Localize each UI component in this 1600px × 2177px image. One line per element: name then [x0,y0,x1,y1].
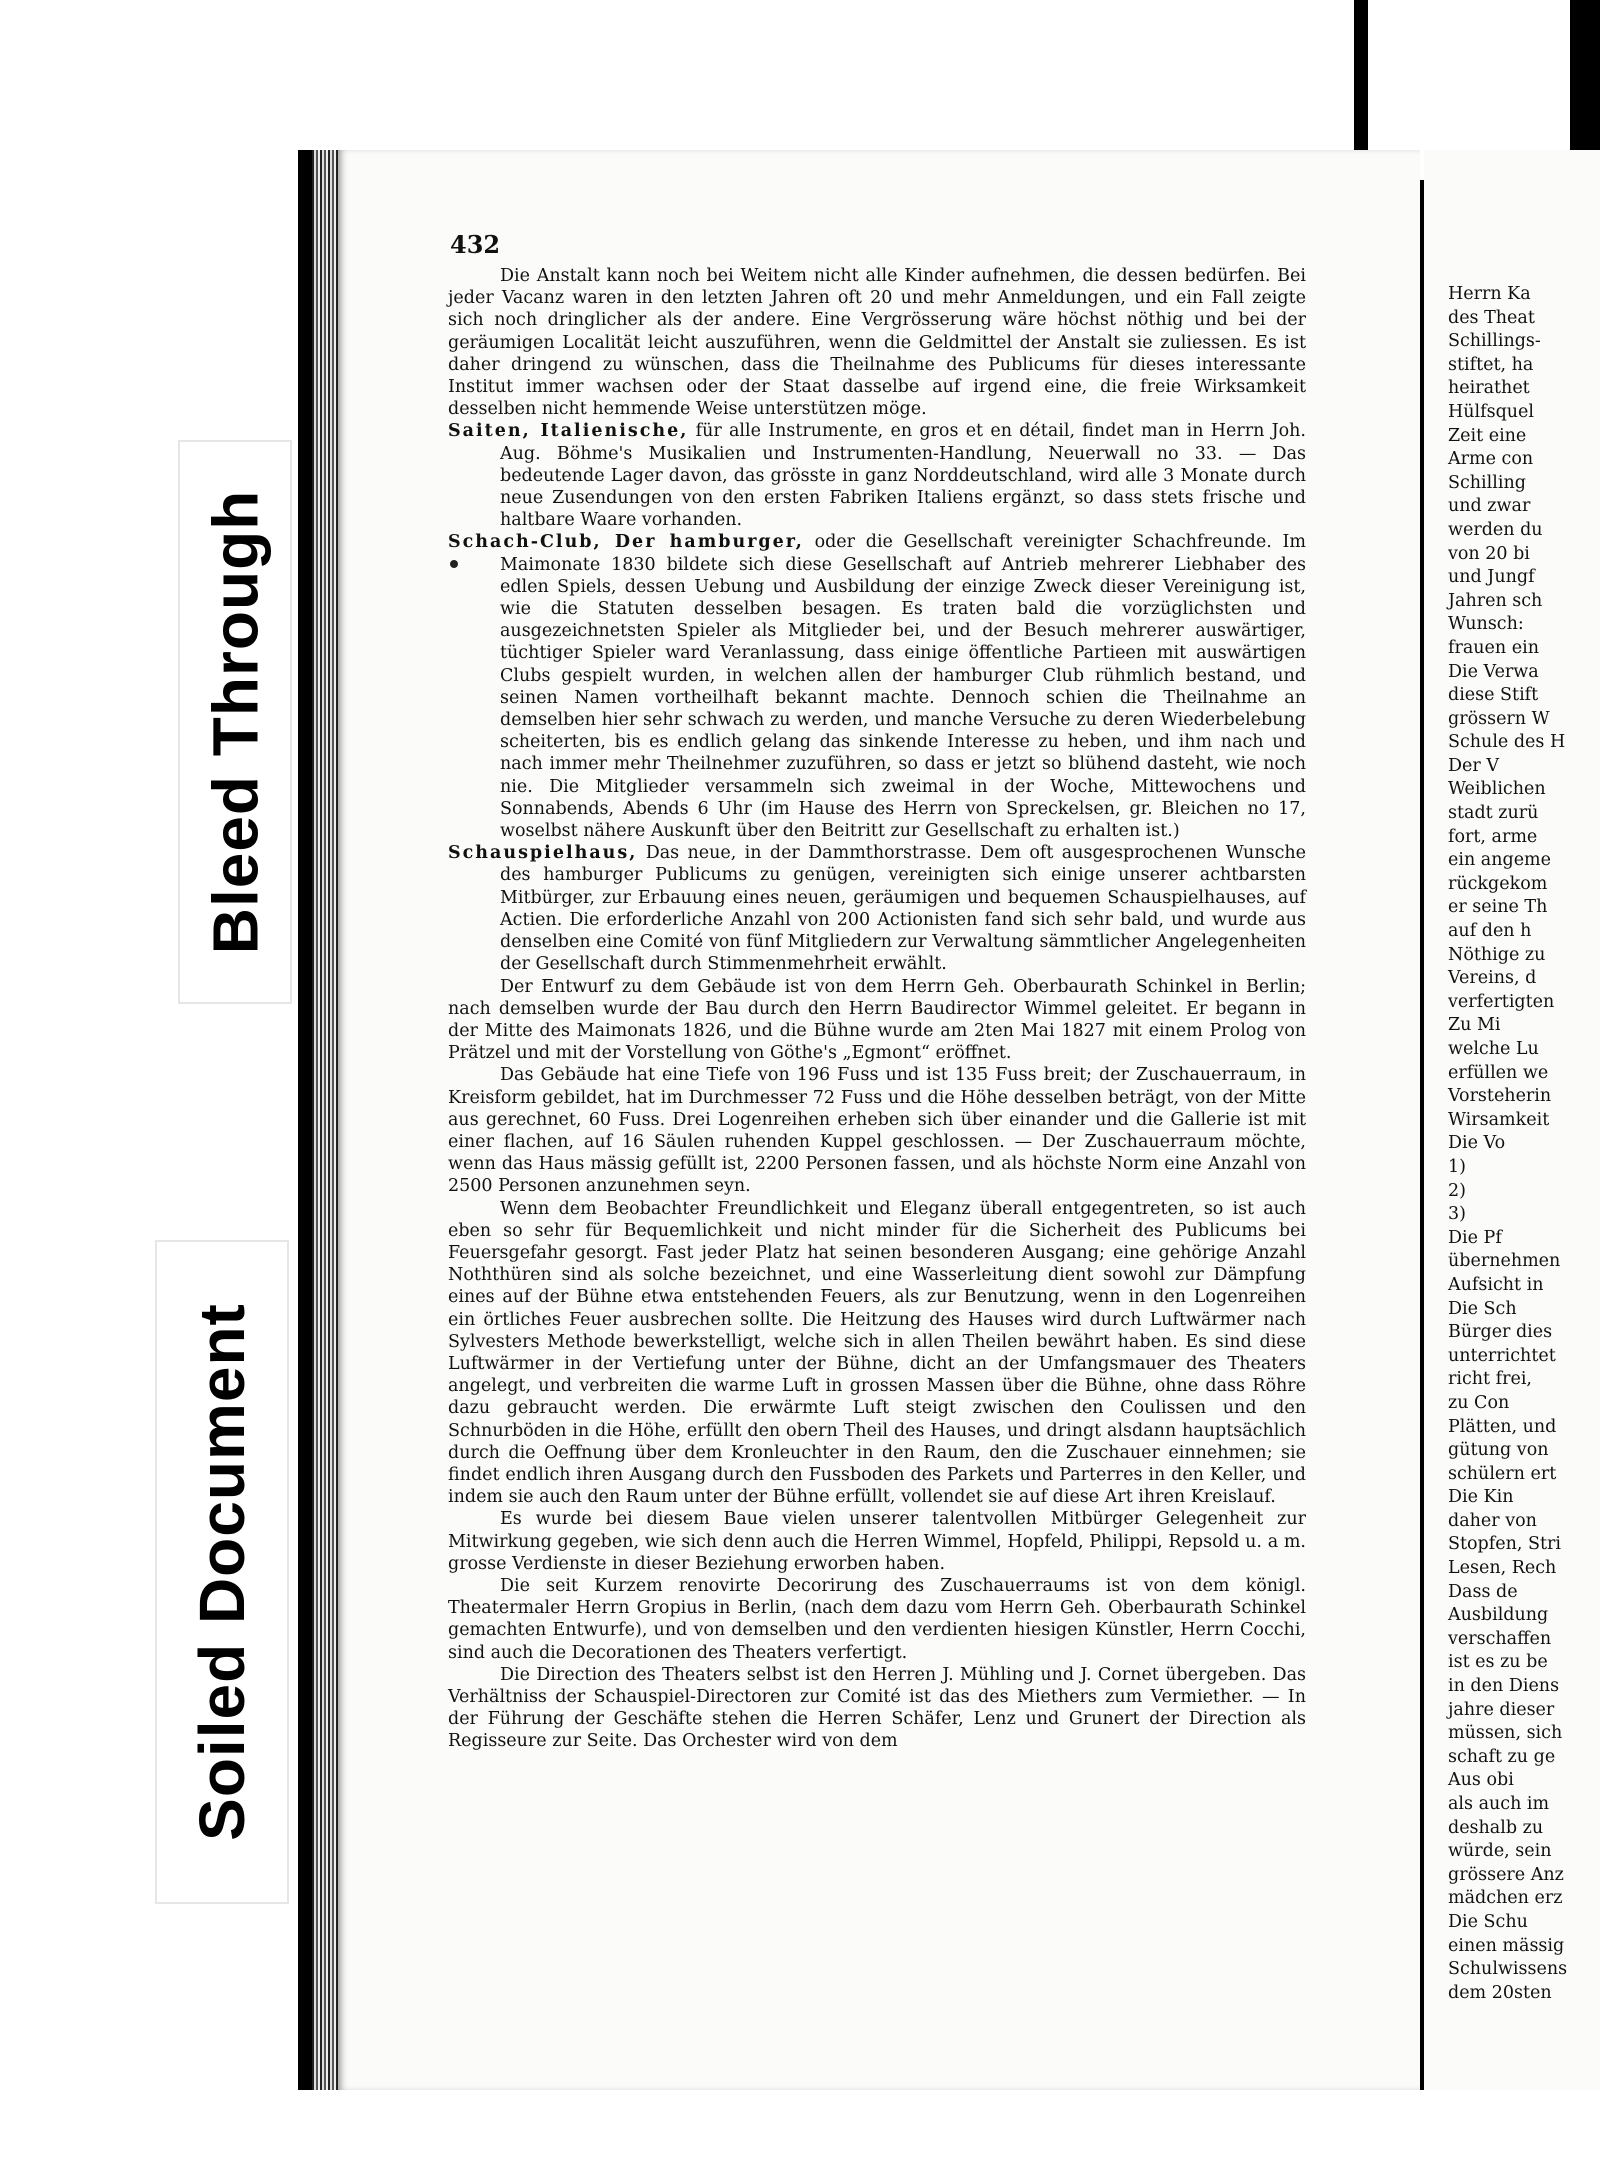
right-page-line: mädchen erz [1448,1888,1563,1909]
right-page-line: Aufsicht in [1448,1274,1544,1295]
right-page-line: fort, arme [1448,826,1538,847]
right-page-line: Die Schu [1448,1911,1528,1932]
right-page-line: Wunsch: [1448,614,1524,635]
page-number: 432 [450,230,501,259]
right-page-line: stadt zurü [1448,803,1539,824]
right-page-line: verfertigten [1448,991,1555,1012]
right-page-line: dem 20sten [1448,1982,1552,2003]
right-page-line: Schulwissens [1448,1959,1568,1980]
right-page-line: 1) [1448,1156,1466,1177]
ink-spot [450,560,458,568]
right-page-line: frauen ein [1448,637,1539,658]
right-page-line: Wirsamkeit [1448,1109,1550,1130]
right-page-line: heirathet [1448,378,1530,399]
soiled-document-label [155,1240,289,1904]
right-page-line: Ausbildung [1448,1605,1549,1626]
right-page-line: als auch im [1448,1794,1550,1814]
right-page-line: in den Diens [1448,1676,1560,1697]
right-page-line: Nöthige zu [1448,944,1546,965]
right-page-line: Lesen, Rech [1448,1558,1557,1579]
right-page-line: Schule des H [1448,732,1566,753]
right-page-line: auf den h [1448,921,1532,942]
right-page-line: schülern ert [1448,1463,1557,1484]
right-page-line: Hülfsquel [1448,401,1535,422]
right-page-line: schaft zu ge [1448,1746,1556,1767]
right-page-line: des Theat [1448,307,1535,328]
right-page-line: 3) [1448,1204,1466,1225]
right-page-line: Der V [1448,755,1499,776]
right-page-line: welche Lu [1448,1039,1539,1059]
right-page-line: Schilling [1448,472,1526,493]
paragraph [448,1508,1306,1575]
page-edge-left [312,150,338,2090]
right-page-line: Die Sch [1448,1298,1517,1319]
right-page-line: zu Con [1448,1392,1510,1413]
right-page-line: richt frei, [1448,1369,1532,1390]
paragraph [448,976,1306,1065]
right-page-line: Die Kin [1448,1487,1514,1508]
right-page-line: grössere Anz [1448,1864,1564,1885]
right-page-line: 2) [1448,1180,1466,1201]
paragraph-text: Die Direction des Theaters selbst ist den Herren J. Mühling und J. Cornet übergeben. Das Verhältniss der Schauspiel-Directoren zur Comité ist das des Miethers zum Vermiether. — In der Führung der Geschäfte stehen die Herren Schäfer, Lenz und Grunert der Direction als Regisseure zur Seite. Das Orchester wird von dem [448,1664,1306,1752]
right-page-line: er seine Th [1448,897,1548,918]
paragraph-text: Das neue, in der Dammthorstrasse. Dem oft ausgesprochenen Wunsche des hamburger Publicums zu genügen, vereinigten sich einige unserer achtbarsten Mitbürger, zur Erbauung eines neuen, geräumigen und bequemen Schauspielhauses, auf Actien. Die erforderliche Anzahl von 200 Actionisten fand sich sehr bald, und wurde aus denselben eine Comité von fünf Mitgliedern zur Verwaltung sämmtlicher Angelegenheiten der Gesellschaft durch Stimmenmehrheit erwählt. [500,843,1306,975]
right-page-line: Zu Mi [1448,1015,1501,1036]
right-page-line: unterrichtet [1448,1345,1556,1366]
paragraph-text: Wenn dem Beobachter Freundlichkeit und Eleganz überall entgegentreten, so ist auch eben so sehr für Bequemlichkeit und nicht minder für die Sicherheit des Publicums bei Feuersgefahr gesorgt. Fast jeder Platz hat seinen besonderen Ausgang; eine gehörige Anzahl Noththüren sind als solche bezeichnet, und eine Wasserleitung dient sowohl zur Dämpfung eines auf der Bühne etwa entstehenden Feuers, als zur Benutzung, wenn in den Logenreihen ein örtliches Feuer ausbrechen sollte. Die Heitzung des Hauses wird durch Luftwärmer nach Sylvesters Methode bewerkstelligt, welche sich in allen Theilen bewährt haben. Es sind diese Luftwärmer in der Vertiefung unter der Bühne, dicht an der Umfangsmauer des Theaters angelegt, und verbreiten die warme Luft in grossen Massen über die Bühne, ohne dass Röhre dazu gebraucht werden. Die erwärmte Luft steigt zwischen den Coulissen und den Schnurböden in die Höhe, erfüllt den obern Theil des Hauses, und dringt alsdann hauptsächlich durch die Oeffnung über dem Kronleuchter in den Raum, den die Zuschauer einnehmen; sie findet endlich ihren Ausgang durch den Fussboden des Parkets und Parterres in den Keller, und indem sie auch den Raum unter der Bühne erfüllt, vollendet sie auf diese Art ihren Kreislauf. [448,1198,1306,1508]
right-page-line: würde, sein [1448,1841,1552,1862]
paragraph [448,531,1306,842]
text-column [448,265,1306,1753]
right-page-line: ist es zu be [1448,1652,1548,1673]
right-page-line: müssen, sich [1448,1723,1563,1744]
right-page-line: werden du [1448,519,1543,540]
soiled-document-text: Soiled Document [186,1303,258,1841]
right-page-line: Vorsteherin [1448,1086,1552,1107]
right-page-line: Die Verwa [1448,661,1539,682]
right-page-line: Die Vo [1448,1133,1506,1154]
bleed-through-label [178,440,292,1004]
right-page-line: deshalb zu [1448,1817,1544,1838]
paragraph [448,842,1306,975]
right-page-line: einen mässig [1448,1935,1565,1956]
right-page-line: und Jungf [1448,567,1535,588]
right-page-line: und zwar [1448,496,1531,517]
entry-keyword: Schauspielhaus, [448,843,638,864]
paragraph [448,1575,1306,1664]
right-page-line: gütung von [1448,1440,1549,1461]
paragraph [448,265,1306,420]
paragraph-text: Die seit Kurzem renovirte Decorirung des Zuschauerraums ist von dem königl. Theatermaler Herrn Gropius in Berlin, (nach dem dazu vom Herrn Geh. Oberbaurath Schinkel gemachten Entwurfe), und von demselben und den verdienten hiesigen Künstler, Herrn Cocchi, sind auch die Decorationen des Theaters verfertigt. [448,1575,1306,1663]
paragraph [448,420,1306,531]
right-page-line: diese Stift [1448,685,1539,706]
paragraph [448,1064,1306,1197]
paragraph [448,1664,1306,1753]
paragraph-text: oder die Gesellschaft vereinigter Schachfreunde. Im Maimonate 1830 bildete sich diese Gesellschaft auf Antrieb mehrerer Liebhaber des edlen Spiels, dessen Uebung und Ausbildung der einzige Zweck dieser Vereinigung ist, wie die Statuten desselben besagen. Es traten bald die vorzüglichsten und ausgezeichnetsten Spieler als Mitglieder bei, und der Besuch mehrerer auswärtiger, tüchtiger Spieler ward Veranlassung, dass einige öffentliche Partieen mit auswärtigen Clubs gespielt wurden, in welchen allen der hamburger Club rühmlich bestand, und seinen Namen vortheilhaft bekannt machte. Dennoch schien die Theilnahme an demselben hier sehr schwach zu werden, und manche Versuche zu deren Wiederbelebung scheiterten, bis es endlich gelang das sinkende Interesse zu heben, und ihm nach und nach immer mehr Theilnehmer zuzuführen, so dass er jetzt so blühend dasteht, wie noch nie. Die Mitglieder versammeln sich zweimal in der Woche, Mittewochens und Sonnabends, Abends 6 Uhr (im Hause des Herrn von Spreckelsen, gr. Bleichen no 17, woselbst nähere Auskunft über den Beitritt zur Gesellschaft zu erhalten ist.) [500,532,1306,842]
right-page-line: Herrn Ka [1448,284,1531,304]
right-page-line: von 20 bi [1448,543,1530,564]
right-page-line: ein angeme [1448,850,1552,871]
top-black-strip-1 [1354,0,1368,150]
paragraph [448,1198,1306,1509]
entry-keyword: Schach-Club, Der hamburger, [448,532,804,553]
paragraph-text: Das Gebäude hat eine Tiefe von 196 Fuss und ist 135 Fuss breit; der Zuschauerraum, in Kreisform gebildet, hat im Durchmesser 72 Fuss und die Höhe desselben beträgt, von der Mitte aus gerechnet, 60 Fuss. Drei Logenreihen erheben sich über einander und die Gallerie ist mit einer flachen, auf 16 Säulen ruhenden Kuppel geschlossen. — Der Zuschauerraum möchte, wenn das Haus mässig gefüllt ist, 2200 Personen fassen, und als höchste Norm eine Anzahl von 2500 Personen anzunehmen seyn. [448,1065,1306,1197]
right-page-line: Vereins, d [1448,968,1537,989]
right-page-line: daher von [1448,1510,1537,1531]
main-page [338,150,1420,2090]
right-page-line: grössern W [1448,708,1550,729]
right-page-line: Stopfen, Stri [1448,1534,1561,1555]
paragraph-text: Die Anstalt kann noch bei Weitem nicht alle Kinder aufnehmen, die dessen bedürfen. Bei jeder Vacanz waren in den letzten Jahren oft 20 und mehr Anmeldungen, und ein Fall zeigte sich noch dringlicher als der andere. Eine Vergrösserung wäre höchst nöthig und bei der geräumigen Localität leicht auszuführen, wenn die Geldmittel der Anstalt sie zuliessen. Es ist daher dringend zu wünschen, dass die Theilnahme des Publicums für dieses interessante Institut immer wachsen oder der Staat dasselbe auf irgend eine, die freie Wirksamkeit desselben nicht hemmende Weise unterstützen möge. [448,266,1306,420]
right-page-line: übernehmen [1448,1251,1561,1272]
book-spine [298,150,312,2090]
right-page-line: Weiblichen [1448,779,1546,800]
right-page-fragment [1424,150,1600,2090]
right-page-line: Jahren sch [1448,590,1543,611]
right-page-line: Schillings- [1448,331,1541,352]
right-page-line: verschaffen [1448,1628,1552,1649]
top-black-strip-2 [1570,0,1600,150]
right-page-line: stiftet, ha [1448,354,1534,375]
right-page-line: jahre dieser [1448,1699,1555,1720]
paragraph-text: Der Entwurf zu dem Gebäude ist von dem Herrn Geh. Oberbaurath Schinkel in Berlin; nach demselben wurde der Bau durch den Herrn Baudirector Wimmel geleitet. Er begann in der Mitte des Maimonats 1826, und die Bühne wurde am 2ten Mai 1827 mit einem Prolog von Prätzel und mit der Vorstellung von Göthe's „Egmont“ eröffnet. [448,976,1306,1064]
right-page-line: Bürger dies [1448,1322,1553,1343]
right-page-line: Arme con [1448,449,1534,470]
right-page-line: Aus obi [1448,1770,1514,1791]
bleed-through-text: Bleed Through [199,489,271,955]
paragraph-text: für alle Instrumente, en gros et en détail, findet man in Herrn Joh. Aug. Böhme's Musikalien und Instrumenten-Handlung, Neuerwall no 33. — Das bedeutende Lager davon, das grösste in ganz Norddeutschland, wird alle 3 Monate durch neue Zusendungen von den ersten Fabriken Italiens ergänzt, so dass stets frische und haltbare Waare vorhanden. [500,421,1306,531]
entry-keyword: Saiten, Italienische, [448,421,689,442]
right-page-line: erfüllen we [1448,1062,1549,1083]
paragraph-text: Es wurde bei diesem Baue vielen unserer talentvollen Mitbürger Gelegenheit zur Mitwirkung gegeben, wie sich denn auch die Herren Wimmel, Hopfeld, Philippi, Repsold u. a m. grosse Verdienste in dieser Beziehung erworben haben. [448,1509,1306,1574]
right-page-line: rückgekom [1448,873,1548,894]
right-page-line: Dass de [1448,1581,1518,1602]
right-page-line: Plätten, und [1448,1416,1557,1437]
right-page-line: Zeit eine [1448,425,1527,446]
right-text-column [1448,283,1600,2005]
right-page-line: Die Pf [1448,1227,1502,1248]
